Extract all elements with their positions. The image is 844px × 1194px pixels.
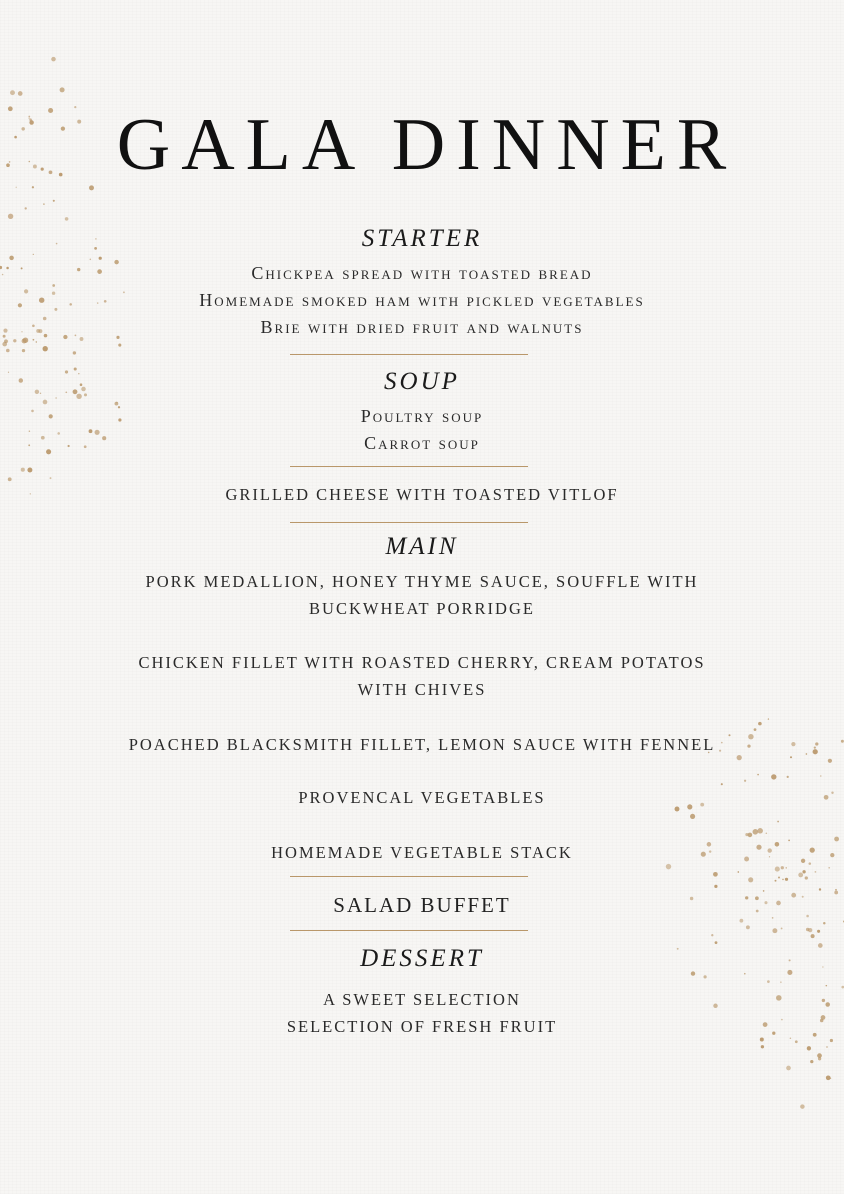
- menu-item: WITH CHIVES: [357, 680, 487, 699]
- page-title: GALA DINNER: [116, 104, 738, 186]
- menu-item: POACHED BLACKSMITH FILLET, LEMON SAUCE WITH FENNEL: [128, 735, 716, 754]
- menu-item: Homemade smoked ham with pickled vegetables: [199, 290, 645, 310]
- menu-item: A SWEET SELECTION: [323, 990, 521, 1009]
- menu-item: PROVENCAL VEGETABLES: [298, 788, 546, 807]
- section-divider: [290, 354, 528, 355]
- section-divider: [290, 930, 528, 931]
- menu-item: GRILLED CHEESE WITH TOASTED VITLOF: [225, 485, 619, 504]
- menu-item: Carrot soup: [364, 433, 480, 453]
- menu-item: Brie with dried fruit and walnuts: [260, 317, 584, 337]
- menu-item: BUCKWHEAT PORRIDGE: [309, 599, 535, 618]
- salad-buffet-label: SALAD BUFFET: [333, 893, 511, 917]
- menu-item: CHICKEN FILLET WITH ROASTED CHERRY, CREAM POTATOS: [138, 653, 706, 672]
- section-divider: [290, 522, 528, 523]
- section-heading-soup: SOUP: [384, 368, 460, 395]
- section-heading-starter: STARTER: [361, 225, 483, 252]
- menu-item: HOMEMADE VEGETABLE STACK: [271, 843, 573, 862]
- section-divider: [290, 876, 528, 877]
- menu-item: Chickpea spread with toasted bread: [251, 263, 593, 283]
- section-divider: [290, 466, 528, 467]
- menu-item: Poultry soup: [360, 406, 484, 426]
- menu-item: PORK MEDALLION, HONEY THYME SAUCE, SOUFFLE WITH: [145, 572, 699, 591]
- menu-item: SELECTION OF FRESH FRUIT: [286, 1017, 558, 1036]
- section-heading-main: MAIN: [385, 533, 459, 560]
- section-heading-dessert: DESSERT: [360, 945, 484, 972]
